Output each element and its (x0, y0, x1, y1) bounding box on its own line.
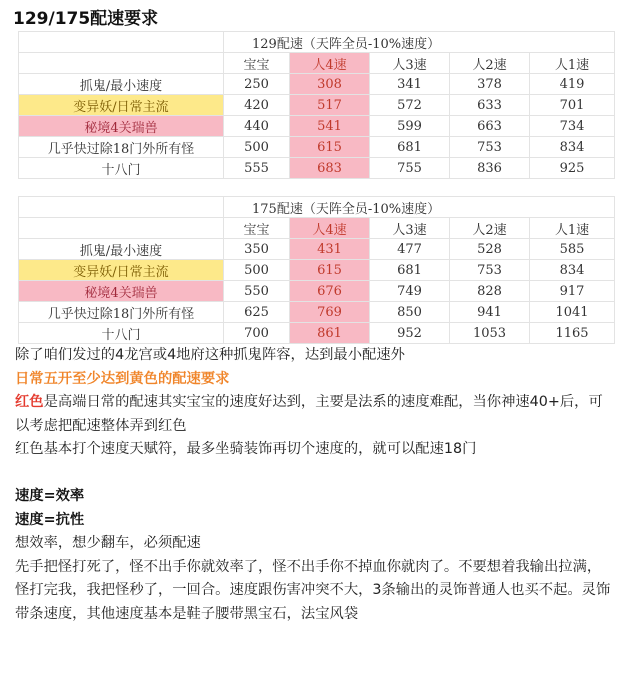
cell: 1041 (530, 302, 615, 323)
cell: 431 (290, 239, 370, 260)
cell: 477 (370, 239, 450, 260)
paragraph: 红色基本打个速度天赋符，最多坐骑装饰再切个速度的，就可以配速18门 (15, 441, 477, 457)
table-caption: 129配速（天阵全员-10%速度） (224, 32, 615, 53)
cell: 550 (224, 281, 290, 302)
cell: 615 (290, 260, 370, 281)
col-header: 人3速 (370, 53, 450, 74)
cell: 350 (224, 239, 290, 260)
cell: 952 (370, 323, 450, 344)
cell: 440 (224, 116, 290, 137)
table-row (19, 260, 615, 281)
col-header: 人2速 (450, 218, 530, 239)
table-row (19, 95, 615, 116)
cell: 749 (370, 281, 450, 302)
table-caption-row (19, 32, 615, 53)
cell: 925 (530, 158, 615, 179)
cell: 834 (530, 137, 615, 158)
row-label: 秘境4关瑞兽 (19, 281, 224, 302)
cell: 615 (290, 137, 370, 158)
cell: 541 (290, 116, 370, 137)
cell: 250 (224, 74, 290, 95)
cell: 834 (530, 260, 615, 281)
col-header: 宝宝 (224, 218, 290, 239)
cell: 701 (530, 95, 615, 116)
col-header: 人4速 (290, 218, 370, 239)
table-row (19, 239, 615, 260)
col-header: 人1速 (530, 53, 615, 74)
body-text (15, 344, 615, 626)
cell: 917 (530, 281, 615, 302)
cell: 1165 (530, 323, 615, 344)
cell: 681 (370, 260, 450, 281)
cell: 517 (290, 95, 370, 116)
col-header: 人4速 (290, 53, 370, 74)
cell: 850 (370, 302, 450, 323)
paragraph: 先手把怪打死了，怪不出手你就效率了，怪不出手你不掉血你就肉了。不要想着我输出拉满，怪打完我，我把怪秒了，一回合。速度跟伤害冲突不大，3条输出的灵饰普通人也买不起。灵饰带条速度，其他速度基本是鞋子腰带黑宝石，法宝风袋 (15, 558, 611, 622)
cell: 555 (224, 158, 290, 179)
table-row (19, 323, 615, 344)
cell: 755 (370, 158, 450, 179)
heading-line: 速度=抗性 (15, 511, 85, 528)
row-label: 变异妖/日常主流 (19, 260, 224, 281)
table-header-row (19, 218, 615, 239)
cell: 663 (450, 116, 530, 137)
row-label: 抓鬼/最小速度 (19, 74, 224, 95)
cell: 1053 (450, 323, 530, 344)
cell: 308 (290, 74, 370, 95)
table-row (19, 158, 615, 179)
cell: 681 (370, 137, 450, 158)
table-row (19, 74, 615, 95)
table-row (19, 302, 615, 323)
paragraph: 想效率，想少翻车，必须配速 (15, 535, 201, 551)
cell: 753 (450, 137, 530, 158)
cell: 572 (370, 95, 450, 116)
table-caption: 175配速（天阵全员-10%速度） (224, 197, 615, 218)
cell: 828 (450, 281, 530, 302)
cell: 861 (290, 323, 370, 344)
cell: 500 (224, 137, 290, 158)
row-label: 秘境4关瑞兽 (19, 116, 224, 137)
row-label: 抓鬼/最小速度 (19, 239, 224, 260)
cell: 500 (224, 260, 290, 281)
row-label: 几乎快过除18门外所有怪 (19, 137, 224, 158)
speed-table-175 (18, 196, 615, 344)
highlight-paragraph: 日常五开至少达到黄色的配速要求 (15, 370, 230, 387)
cell: 836 (450, 158, 530, 179)
row-label: 变异妖/日常主流 (19, 95, 224, 116)
table-row (19, 137, 615, 158)
paragraph: 除了咱们发过的4龙宫或4地府这种抓鬼阵容，达到最小配速外 (15, 347, 405, 363)
paragraph (15, 391, 615, 438)
cell: 419 (530, 74, 615, 95)
speed-table-129 (18, 31, 615, 179)
cell: 599 (370, 116, 450, 137)
cell: 753 (450, 260, 530, 281)
cell: 734 (530, 116, 615, 137)
cell: 633 (450, 95, 530, 116)
cell: 683 (290, 158, 370, 179)
cell: 700 (224, 323, 290, 344)
table-row (19, 116, 615, 137)
table-caption-row (19, 197, 615, 218)
cell: 378 (450, 74, 530, 95)
table-header-row (19, 53, 615, 74)
col-header: 人2速 (450, 53, 530, 74)
cell: 676 (290, 281, 370, 302)
red-keyword: 红色 (15, 394, 44, 410)
cell: 420 (224, 95, 290, 116)
paragraph-text: 是高端日常的配速其实宝宝的速度好达到，主要是法系的速度难配，当你神速40+后，可以考虑把配速整体弄到红色 (15, 394, 603, 434)
blank-line (15, 462, 615, 486)
cell: 585 (530, 239, 615, 260)
cell: 941 (450, 302, 530, 323)
heading-line: 速度=效率 (15, 488, 85, 504)
col-header: 人3速 (370, 218, 450, 239)
cell: 341 (370, 74, 450, 95)
col-header: 宝宝 (224, 53, 290, 74)
row-label: 几乎快过除18门外所有怪 (19, 302, 224, 323)
page-title: 129/175配速要求 (13, 9, 159, 29)
cell: 625 (224, 302, 290, 323)
cell: 769 (290, 302, 370, 323)
row-label: 十八门 (19, 323, 224, 344)
col-header: 人1速 (530, 218, 615, 239)
table-row (19, 281, 615, 302)
cell: 528 (450, 239, 530, 260)
row-label: 十八门 (19, 158, 224, 179)
